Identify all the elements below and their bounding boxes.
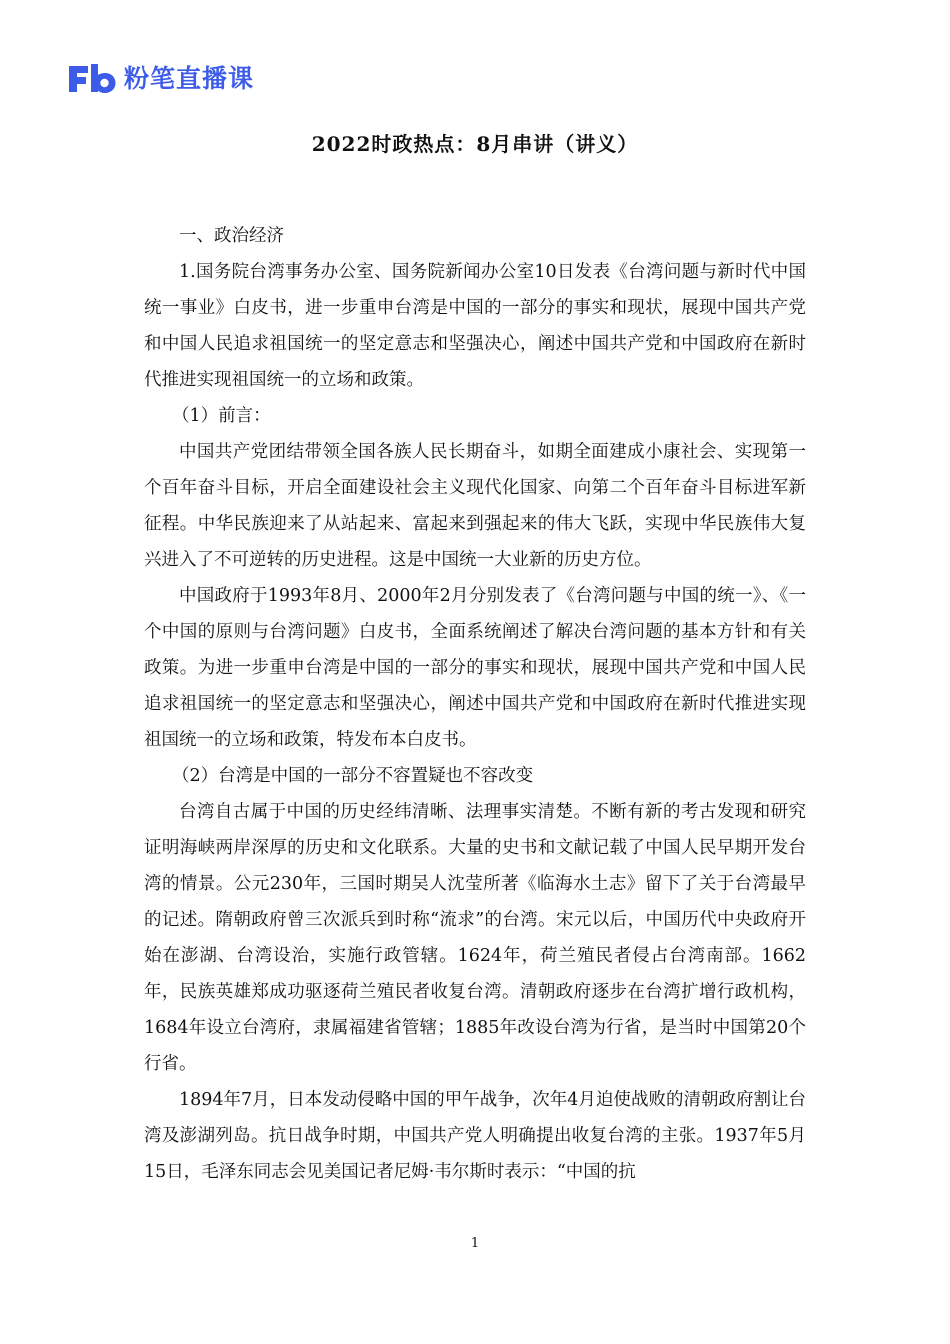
paragraph: 1.国务院台湾事务办公室、国务院新闻办公室10日发表《台湾问题与新时代中国统一事业》白皮书，进一步重申台湾是中国的一部分的事实和现状，展现中国共产党和中国人民追求祖国统一的坚定意志和坚强决心，阐述中国共产党和中国政府在新时代推进实现祖国统一的立场和政策。 [144,262,806,390]
paragraph: 中国政府于1993年8月、2000年2月分别发表了《台湾问题与中国的统一》、《一个中国的原则与台湾问题》白皮书，全面系统阐述了解决台湾问题的基本方针和有关政策。为进一步重申台湾是中国的一部分的事实和现状，展现中国共产党和中国人民追求祖国统一的坚定意志和坚强决心，阐述中国共产党和中国政府在新时代推进实现祖国统一的立场和政策，特发布本白皮书。 [144,586,806,750]
paragraph: 中国共产党团结带领全国各族人民长期奋斗，如期全面建成小康社会、实现第一个百年奋斗目标，开启全面建设社会主义现代化国家、向第二个百年奋斗目标进军新征程。中华民族迎来了从站起来、富起来到强起来的伟大飞跃，实现中华民族伟大复兴进入了不可逆转的历史进程。这是中国统一大业新的历史方位。 [144,442,806,570]
subsection-heading: （1）前言： [172,406,271,426]
section-heading: 一、政治经济 [179,226,284,246]
page-number: 1 [470,1236,480,1251]
paragraph: 台湾自古属于中国的历史经纬清晰、法理事实清楚。不断有新的考古发现和研究证明海峡两岸深厚的历史和文化联系。大量的史书和文献记载了中国人民早期开发台湾的情景。公元230年，三国时期吴人沈莹所著《临海水土志》留下了关于台湾最早的记述。隋朝政府曾三次派兵到时称“流求”的台湾。宋元以后，中国历代中央政府开始在澎湖、台湾设治，实施行政管辖。1624年，荷兰殖民者侵占台湾南部。1662年，民族英雄郑成功驱逐荷兰殖民者收复台湾。清朝政府逐步在台湾扩增行政机构，1684年设立台湾府，隶属福建省管辖；1885年改设台湾为行省，是当时中国第20个行省。 [144,802,806,1074]
paragraph: 1894年7月，日本发动侵略中国的甲午战争，次年4月迫使战败的清朝政府割让台湾及澎湖列岛。抗日战争时期，中国共产党人明确提出收复台湾的主张。1937年5月15日，毛泽东同志会见美国记者尼姆·韦尔斯时表示：“中国的抗 [144,1090,806,1182]
fb-logo-icon [66,62,118,96]
document-body [144,218,806,1190]
logo-text: 粉笔直播课 [124,64,255,93]
document-title: 2022时政热点：8月串讲（讲义） [311,132,639,156]
subsection-heading: （2）台湾是中国的一部分不容置疑也不容改变 [172,766,534,786]
brand-logo [66,62,254,96]
